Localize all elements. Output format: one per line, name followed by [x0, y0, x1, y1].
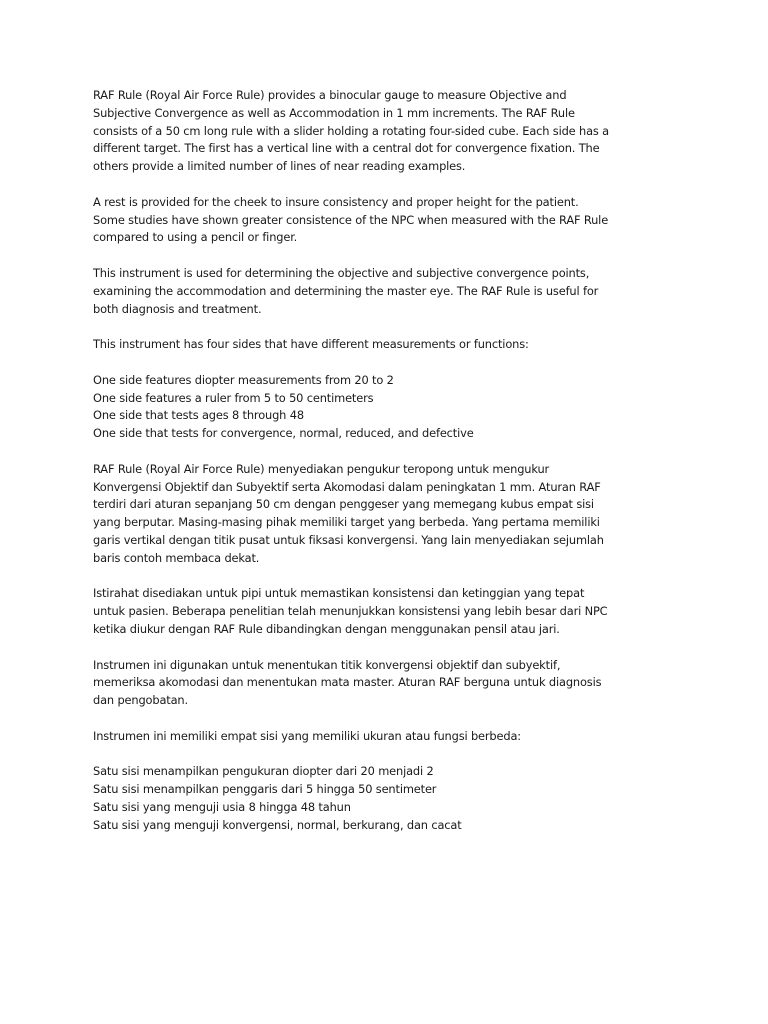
text-line: This instrument is used for determining the objective and subjective convergence points, [93, 265, 590, 280]
text-line: Some studies have shown greater consistence of the NPC when measured with the RAF Rule [93, 212, 609, 227]
text-line: different target. The first has a vertical line with a central dot for convergence fixation. The [93, 141, 600, 156]
list-item: One side features diopter measurements from 20 to 2 [93, 372, 394, 387]
text-line: ketika diukur dengan RAF Rule dibandingkan dengan menggunakan pensil atau jari. [93, 621, 560, 636]
list-four-sides-id [93, 763, 693, 834]
text-line: Istirahat disediakan untuk pipi untuk memastikan konsistensi dan ketinggian yang tepat [93, 586, 585, 601]
list-item: Satu sisi yang menguji usia 8 hingga 48 tahun [93, 799, 351, 814]
list-item: One side that tests ages 8 through 48 [93, 408, 304, 423]
text-line: A rest is provided for the cheek to insure consistency and proper height for the patient. [93, 194, 579, 209]
document-body [93, 87, 693, 852]
text-line: examining the accommodation and determining the master eye. The RAF Rule is useful for [93, 283, 599, 298]
text-line: others provide a limited number of lines of near reading examples. [93, 159, 466, 174]
text-line: baris contoh membaca dekat. [93, 550, 260, 565]
text-line: Konvergensi Objektif dan Subyektif serta Akomodasi dalam peningkatan 1 mm. Aturan RAF [93, 479, 601, 494]
list-item: One side that tests for convergence, normal, reduced, and defective [93, 426, 474, 441]
text-line: memeriksa akomodasi dan menentukan mata master. Aturan RAF berguna untuk diagnosis [93, 675, 602, 690]
text-line: terdiri dari aturan sepanjang 50 cm dengan penggeser yang memegang kubus empat sisi [93, 497, 594, 512]
list-item: Satu sisi menampilkan pengukuran diopter dari 20 menjadi 2 [93, 764, 434, 779]
text-line: dan pengobatan. [93, 693, 188, 708]
paragraph-four-sides-intro-en [93, 336, 693, 354]
text-line: both diagnosis and treatment. [93, 301, 262, 316]
paragraph-usage-id [93, 657, 693, 710]
list-item: Satu sisi menampilkan penggaris dari 5 hingga 50 sentimeter [93, 782, 437, 797]
text-line: garis vertikal dengan titik pusat untuk fiksasi konvergensi. Yang lain menyediakan sejumlah [93, 532, 604, 547]
text-line: Subjective Convergence as well as Accommodation in 1 mm increments. The RAF Rule [93, 105, 575, 120]
paragraph-cheek-rest-en [93, 194, 693, 247]
text-line: consists of a 50 cm long rule with a slider holding a rotating four-sided cube. Each side has a [93, 123, 609, 138]
text-line: Instrumen ini memiliki empat sisi yang memiliki ukuran atau fungsi berbeda: [93, 728, 521, 743]
paragraph-usage-en [93, 265, 693, 318]
paragraph-four-sides-intro-id [93, 728, 693, 746]
paragraph-cheek-rest-id [93, 585, 693, 638]
list-item: Satu sisi yang menguji konvergensi, normal, berkurang, dan cacat [93, 817, 462, 832]
text-line: RAF Rule (Royal Air Force Rule) provides a binocular gauge to measure Objective and [93, 88, 567, 102]
text-line: Instrumen ini digunakan untuk menentukan titik konvergensi objektif dan subyektif, [93, 657, 561, 672]
paragraph-raf-intro-en [93, 87, 693, 176]
text-line: yang berputar. Masing-masing pihak memiliki target yang berbeda. Yang pertama memiliki [93, 515, 600, 530]
list-item: One side features a ruler from 5 to 50 centimeters [93, 390, 374, 405]
text-line: compared to using a pencil or finger. [93, 230, 298, 245]
text-line: This instrument has four sides that have different measurements or functions: [93, 337, 529, 352]
paragraph-raf-intro-id [93, 461, 693, 568]
list-four-sides-en [93, 372, 693, 443]
text-line: untuk pasien. Beberapa penelitian telah menunjukkan konsistensi yang lebih besar dari NPC [93, 604, 608, 619]
text-line: RAF Rule (Royal Air Force Rule) menyediakan pengukur teropong untuk mengukur [93, 461, 550, 476]
